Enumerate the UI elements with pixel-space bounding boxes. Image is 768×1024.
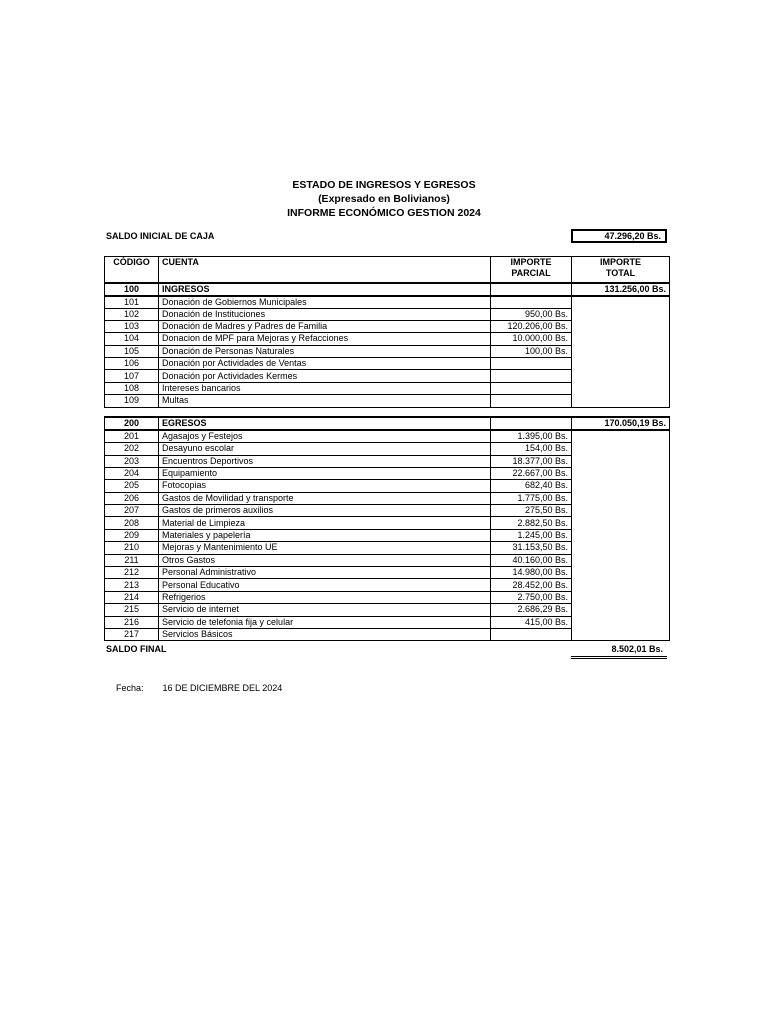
row-partial: 415,00 Bs. — [491, 616, 572, 628]
row-account: Donación por Actividades de Ventas — [159, 358, 491, 370]
row-total — [572, 320, 670, 332]
table-row — [105, 579, 670, 591]
row-total — [572, 345, 670, 357]
row-account: Donación por Actividades Kermes — [159, 370, 491, 382]
row-account: Desayuno escolar — [159, 443, 491, 455]
row-partial: 154,00 Bs. — [491, 443, 572, 455]
report-title: ESTADO DE INGRESOS Y EGRESOS — [292, 179, 476, 191]
row-account: Equipamiento — [159, 467, 491, 479]
row-total — [572, 480, 670, 492]
group-total: 170.050,19 Bs. — [572, 417, 670, 430]
row-partial: 14.980,00 Bs. — [491, 567, 572, 579]
table-row — [105, 430, 670, 443]
row-code: 214 — [105, 591, 159, 603]
table-row — [105, 542, 670, 554]
table-row — [105, 443, 670, 455]
row-account: Materiales y papelería — [159, 529, 491, 541]
table-row — [105, 628, 670, 640]
row-total — [572, 542, 670, 554]
row-partial — [491, 395, 572, 407]
row-total — [572, 333, 670, 345]
row-code: 208 — [105, 517, 159, 529]
row-total — [572, 467, 670, 479]
row-account: Agasajos y Festejos — [159, 430, 491, 443]
row-total — [572, 579, 670, 591]
table-row — [105, 345, 670, 357]
row-total — [572, 567, 670, 579]
egresos-group-row — [105, 417, 670, 430]
row-account: Personal Administrativo — [159, 567, 491, 579]
saldo-final-value: 8.502,01 Bs. — [571, 643, 667, 659]
saldo-inicial-value: 47.296,20 Bs. — [571, 229, 667, 243]
table-row — [105, 467, 670, 479]
row-account: Fotocopias — [159, 480, 491, 492]
report-period: INFORME ECONÓMICO GESTION 2024 — [287, 207, 481, 219]
row-code: 205 — [105, 480, 159, 492]
row-account: Donación de Madres y Padres de Familia — [159, 320, 491, 332]
row-total — [572, 505, 670, 517]
row-code: 210 — [105, 542, 159, 554]
row-code: 206 — [105, 492, 159, 504]
row-partial — [491, 296, 572, 309]
row-code: 105 — [105, 345, 159, 357]
table-row — [105, 296, 670, 309]
row-partial: 950,00 Bs. — [491, 308, 572, 320]
row-partial: 10.000,00 Bs. — [491, 333, 572, 345]
row-code: 201 — [105, 430, 159, 443]
group-code: 200 — [105, 417, 159, 430]
date-line — [116, 683, 282, 693]
row-account: Multas — [159, 395, 491, 407]
row-total — [572, 370, 670, 382]
header-account: CUENTA — [159, 257, 491, 283]
row-partial — [491, 358, 572, 370]
row-account: Gastos de Movilidad y transporte — [159, 492, 491, 504]
row-total — [572, 308, 670, 320]
row-account: Refrigerios — [159, 591, 491, 603]
header-partial — [491, 257, 572, 283]
table-row — [105, 333, 670, 345]
row-code: 202 — [105, 443, 159, 455]
saldo-inicial-label: SALDO INICIAL DE CAJA — [106, 231, 215, 241]
table-row — [105, 505, 670, 517]
row-code: 101 — [105, 296, 159, 309]
row-account: Donacion de MPF para Mejoras y Refacciones — [159, 333, 491, 345]
table-row — [105, 517, 670, 529]
row-partial: 28.452,00 Bs. — [491, 579, 572, 591]
table-row — [105, 395, 670, 407]
row-code: 217 — [105, 628, 159, 640]
row-code: 207 — [105, 505, 159, 517]
row-account: Donación de Gobiernos Municipales — [159, 296, 491, 309]
header-partial-line2: PARCIAL — [511, 268, 551, 278]
table-row — [105, 480, 670, 492]
row-total — [572, 517, 670, 529]
row-code: 109 — [105, 395, 159, 407]
date-label: Fecha: — [116, 683, 144, 693]
group-partial — [491, 417, 572, 430]
row-total — [572, 492, 670, 504]
row-account: Mejoras y Mantenimiento UE — [159, 542, 491, 554]
group-partial — [491, 283, 572, 296]
row-partial: 100,00 Bs. — [491, 345, 572, 357]
header-partial-line1: IMPORTE — [510, 257, 552, 267]
report-subtitle: (Expresado en Bolivianos) — [318, 193, 450, 205]
group-total: 131.256,00 Bs. — [572, 283, 670, 296]
header-total-line1: IMPORTE — [599, 257, 641, 267]
row-total — [572, 455, 670, 467]
row-account: Encuentros Deportivos — [159, 455, 491, 467]
table-row — [105, 308, 670, 320]
row-code: 215 — [105, 604, 159, 616]
row-account: Servicios Básicos — [159, 628, 491, 640]
row-partial: 22.667,00 Bs. — [491, 467, 572, 479]
row-account: Personal Educativo — [159, 579, 491, 591]
row-partial: 1.245,00 Bs. — [491, 529, 572, 541]
row-partial: 2.686,29 Bs. — [491, 604, 572, 616]
spacer-cell — [105, 407, 670, 417]
table-header-row — [105, 257, 670, 283]
row-partial — [491, 628, 572, 640]
row-partial: 1.395,00 Bs. — [491, 430, 572, 443]
row-code: 104 — [105, 333, 159, 345]
ingresos-group-row — [105, 283, 670, 296]
header-total-line2: TOTAL — [605, 268, 636, 278]
table-row — [105, 455, 670, 467]
row-account: Intereses bancarios — [159, 382, 491, 394]
table-row — [105, 320, 670, 332]
row-code: 102 — [105, 308, 159, 320]
row-partial: 275,50 Bs. — [491, 505, 572, 517]
row-account: Material de Limpieza — [159, 517, 491, 529]
row-code: 103 — [105, 320, 159, 332]
row-partial: 40.160,00 Bs. — [491, 554, 572, 566]
row-total — [572, 296, 670, 309]
row-code: 203 — [105, 455, 159, 467]
row-code: 216 — [105, 616, 159, 628]
row-partial: 1.775,00 Bs. — [491, 492, 572, 504]
saldo-final-label: SALDO FINAL — [106, 644, 167, 654]
row-code: 209 — [105, 529, 159, 541]
table-row — [105, 591, 670, 603]
row-partial — [491, 382, 572, 394]
row-total — [572, 591, 670, 603]
row-partial: 2.750,00 Bs. — [491, 591, 572, 603]
row-total — [572, 358, 670, 370]
table-row — [105, 604, 670, 616]
table-row — [105, 616, 670, 628]
row-total — [572, 616, 670, 628]
row-code: 108 — [105, 382, 159, 394]
row-code: 106 — [105, 358, 159, 370]
table-row — [105, 382, 670, 394]
row-partial: 31.153,50 Bs. — [491, 542, 572, 554]
row-account: Gastos de primeros auxilios — [159, 505, 491, 517]
header-code: CÓDIGO — [105, 257, 159, 283]
row-account: Donación de Personas Naturales — [159, 345, 491, 357]
row-total — [572, 604, 670, 616]
row-partial: 18.377,00 Bs. — [491, 455, 572, 467]
row-partial: 120.206,00 Bs. — [491, 320, 572, 332]
table-row — [105, 492, 670, 504]
group-code: 100 — [105, 283, 159, 296]
table-row — [105, 370, 670, 382]
row-total — [572, 395, 670, 407]
row-code: 212 — [105, 567, 159, 579]
ledger-table — [104, 256, 670, 641]
row-code: 107 — [105, 370, 159, 382]
row-code: 213 — [105, 579, 159, 591]
row-total — [572, 443, 670, 455]
date-value: 16 DE DICIEMBRE DEL 2024 — [162, 683, 283, 693]
row-account: Otros Gastos — [159, 554, 491, 566]
row-partial: 682,40 Bs. — [491, 480, 572, 492]
table-row — [105, 529, 670, 541]
row-account: Servicio de internet — [159, 604, 491, 616]
row-total — [572, 628, 670, 640]
table-row — [105, 358, 670, 370]
table-row — [105, 567, 670, 579]
section-spacer — [105, 407, 670, 417]
report-header — [0, 178, 768, 220]
row-total — [572, 554, 670, 566]
row-account: Donación de Instituciones — [159, 308, 491, 320]
group-name: EGRESOS — [159, 417, 491, 430]
table-row — [105, 554, 670, 566]
row-code: 204 — [105, 467, 159, 479]
header-total — [572, 257, 670, 283]
row-total — [572, 529, 670, 541]
row-total — [572, 382, 670, 394]
group-name: INGRESOS — [159, 283, 491, 296]
row-partial: 2.882,50 Bs. — [491, 517, 572, 529]
row-account: Servicio de telefonia fija y celular — [159, 616, 491, 628]
row-partial — [491, 370, 572, 382]
row-total — [572, 430, 670, 443]
row-code: 211 — [105, 554, 159, 566]
